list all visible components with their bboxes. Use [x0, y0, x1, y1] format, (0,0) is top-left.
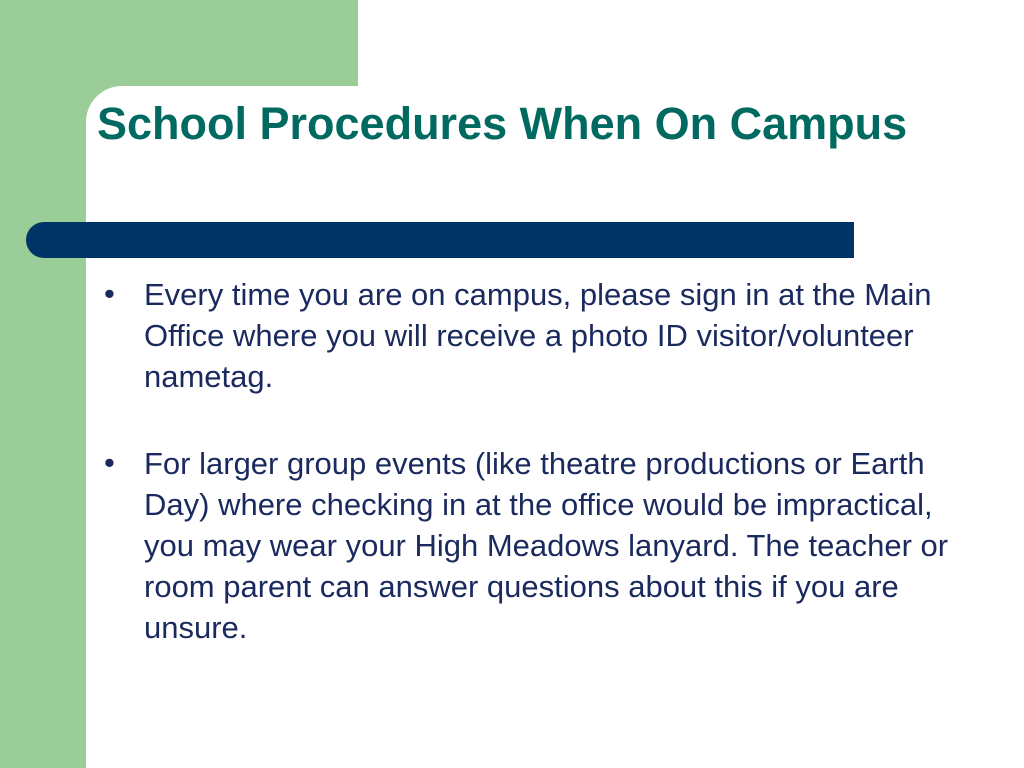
bullet-list — [100, 274, 950, 694]
bullet-item — [100, 443, 950, 648]
bullet-marker: • — [104, 445, 115, 480]
bullet-marker: • — [104, 276, 115, 311]
bullet-item — [100, 274, 950, 397]
decorative-white-corner — [358, 0, 1024, 90]
title-underline-bar — [26, 222, 854, 258]
slide-title: School Procedures When On Campus — [97, 98, 908, 149]
bullet-text: For larger group events (like theatre productions or Earth Day) where checking in at the office would be impractical, you may wear your High Meadows lanyard. The teacher or room parent can answer questions about this if you are unsure. — [144, 446, 949, 645]
bullet-text: Every time you are on campus, please sign in at the Main Office where you will receive a photo ID visitor/volunteer nametag. — [144, 277, 932, 394]
